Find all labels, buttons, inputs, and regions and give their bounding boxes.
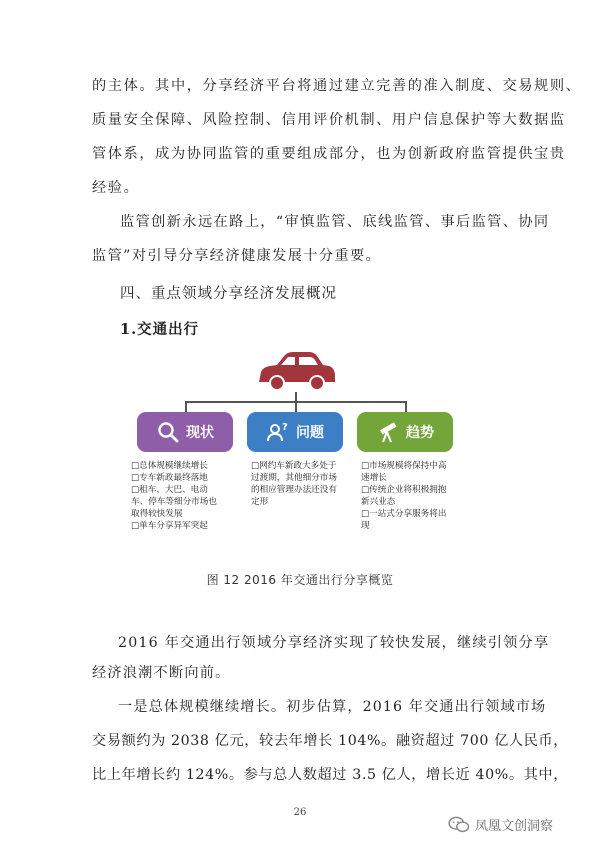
status-card-label: 现状 xyxy=(186,425,214,441)
text-line: 经济浪潮不断向前。 xyxy=(92,665,231,681)
connector-right xyxy=(405,402,407,412)
list-item: □一站式分享服务将出 xyxy=(361,509,447,519)
page-number: 26 xyxy=(293,807,307,818)
list-item: □传统企业将积极拥抱 xyxy=(361,485,447,495)
list-item: 车、停车等细分市场也 xyxy=(131,497,217,507)
list-item: □市场规模将保持中高 xyxy=(361,461,447,471)
list-item: 定形 xyxy=(251,497,269,507)
magnifier-icon xyxy=(156,420,180,444)
text-line: 2016 年交通出行领域分享经济实现了较快发展，继续引领分享 xyxy=(118,635,550,651)
trend-card xyxy=(357,412,453,452)
list-item: □专车新政最终落地 xyxy=(131,473,208,483)
text-line: 一是总体规模继续增长。初步估算，2016 年交通出行领域市场 xyxy=(118,699,547,715)
svg-text:?: ? xyxy=(282,422,288,433)
trend-card-label: 趋势 xyxy=(406,425,434,441)
watermark xyxy=(448,815,553,834)
figure-caption: 图 12 2016 年交通出行分享概览 xyxy=(206,573,394,587)
list-item: □网约车新政大多处于 xyxy=(251,461,337,471)
car-icon xyxy=(255,350,337,394)
status-card xyxy=(137,412,233,452)
list-item: □总体规模继续增长 xyxy=(131,461,208,471)
list-item: □租车、大巴、电动 xyxy=(131,485,208,495)
telescope-icon xyxy=(376,420,400,444)
list-item: □单车分享异军突起 xyxy=(131,521,208,531)
list-item: 过渡期，其他细分市场 xyxy=(251,473,337,483)
text-line: 监管创新永远在路上，“审慎监管、底线监管、事后监管、协同 xyxy=(120,214,550,230)
list-item: 速增长 xyxy=(361,473,387,483)
list-item: 新兴业态 xyxy=(361,497,396,507)
subsection-heading: 1.交通出行 xyxy=(120,321,200,338)
text-line: 监管”对引导分享经济健康发展十分重要。 xyxy=(92,248,382,264)
problem-card xyxy=(247,412,343,452)
status-bullet-list xyxy=(131,460,217,532)
connector-left xyxy=(185,402,187,412)
watermark-text: 凤凰文创洞察 xyxy=(475,819,554,834)
text-line: 经验。 xyxy=(92,180,140,196)
problem-card-label: 问题 xyxy=(296,425,324,441)
transport-overview-diagram xyxy=(125,350,465,570)
user-question-icon xyxy=(266,420,290,444)
text-line: 比上年增长约 124%。参与总人数超过 3.5 亿人，增长近 40%。其中， xyxy=(92,767,568,783)
connector-middle xyxy=(295,402,297,412)
problem-bullet-list xyxy=(251,460,337,508)
list-item: 现 xyxy=(361,521,370,531)
text-line: 管体系，成为协同监管的重要组成部分，也为创新政府监管提供宝贵 xyxy=(92,146,566,162)
list-item: 的相应管理办法还没有 xyxy=(251,485,337,495)
list-item: 取得较快发展 xyxy=(131,509,183,519)
section-heading: 四、重点领域分享经济发展概况 xyxy=(120,286,337,302)
text-line: 交易额约为 2038 亿元，较去年增长 104%。融资超过 700 亿人民币， xyxy=(92,733,569,749)
wechat-logo-icon xyxy=(448,816,470,834)
trend-bullet-list xyxy=(361,460,446,532)
text-line: 质量安全保障、风险控制、信用评价机制、用户信息保护等大数据监 xyxy=(92,112,566,128)
text-line: 的主体。其中，分享经济平台将通过建立完善的准入制度、交易规则、 xyxy=(92,78,582,94)
